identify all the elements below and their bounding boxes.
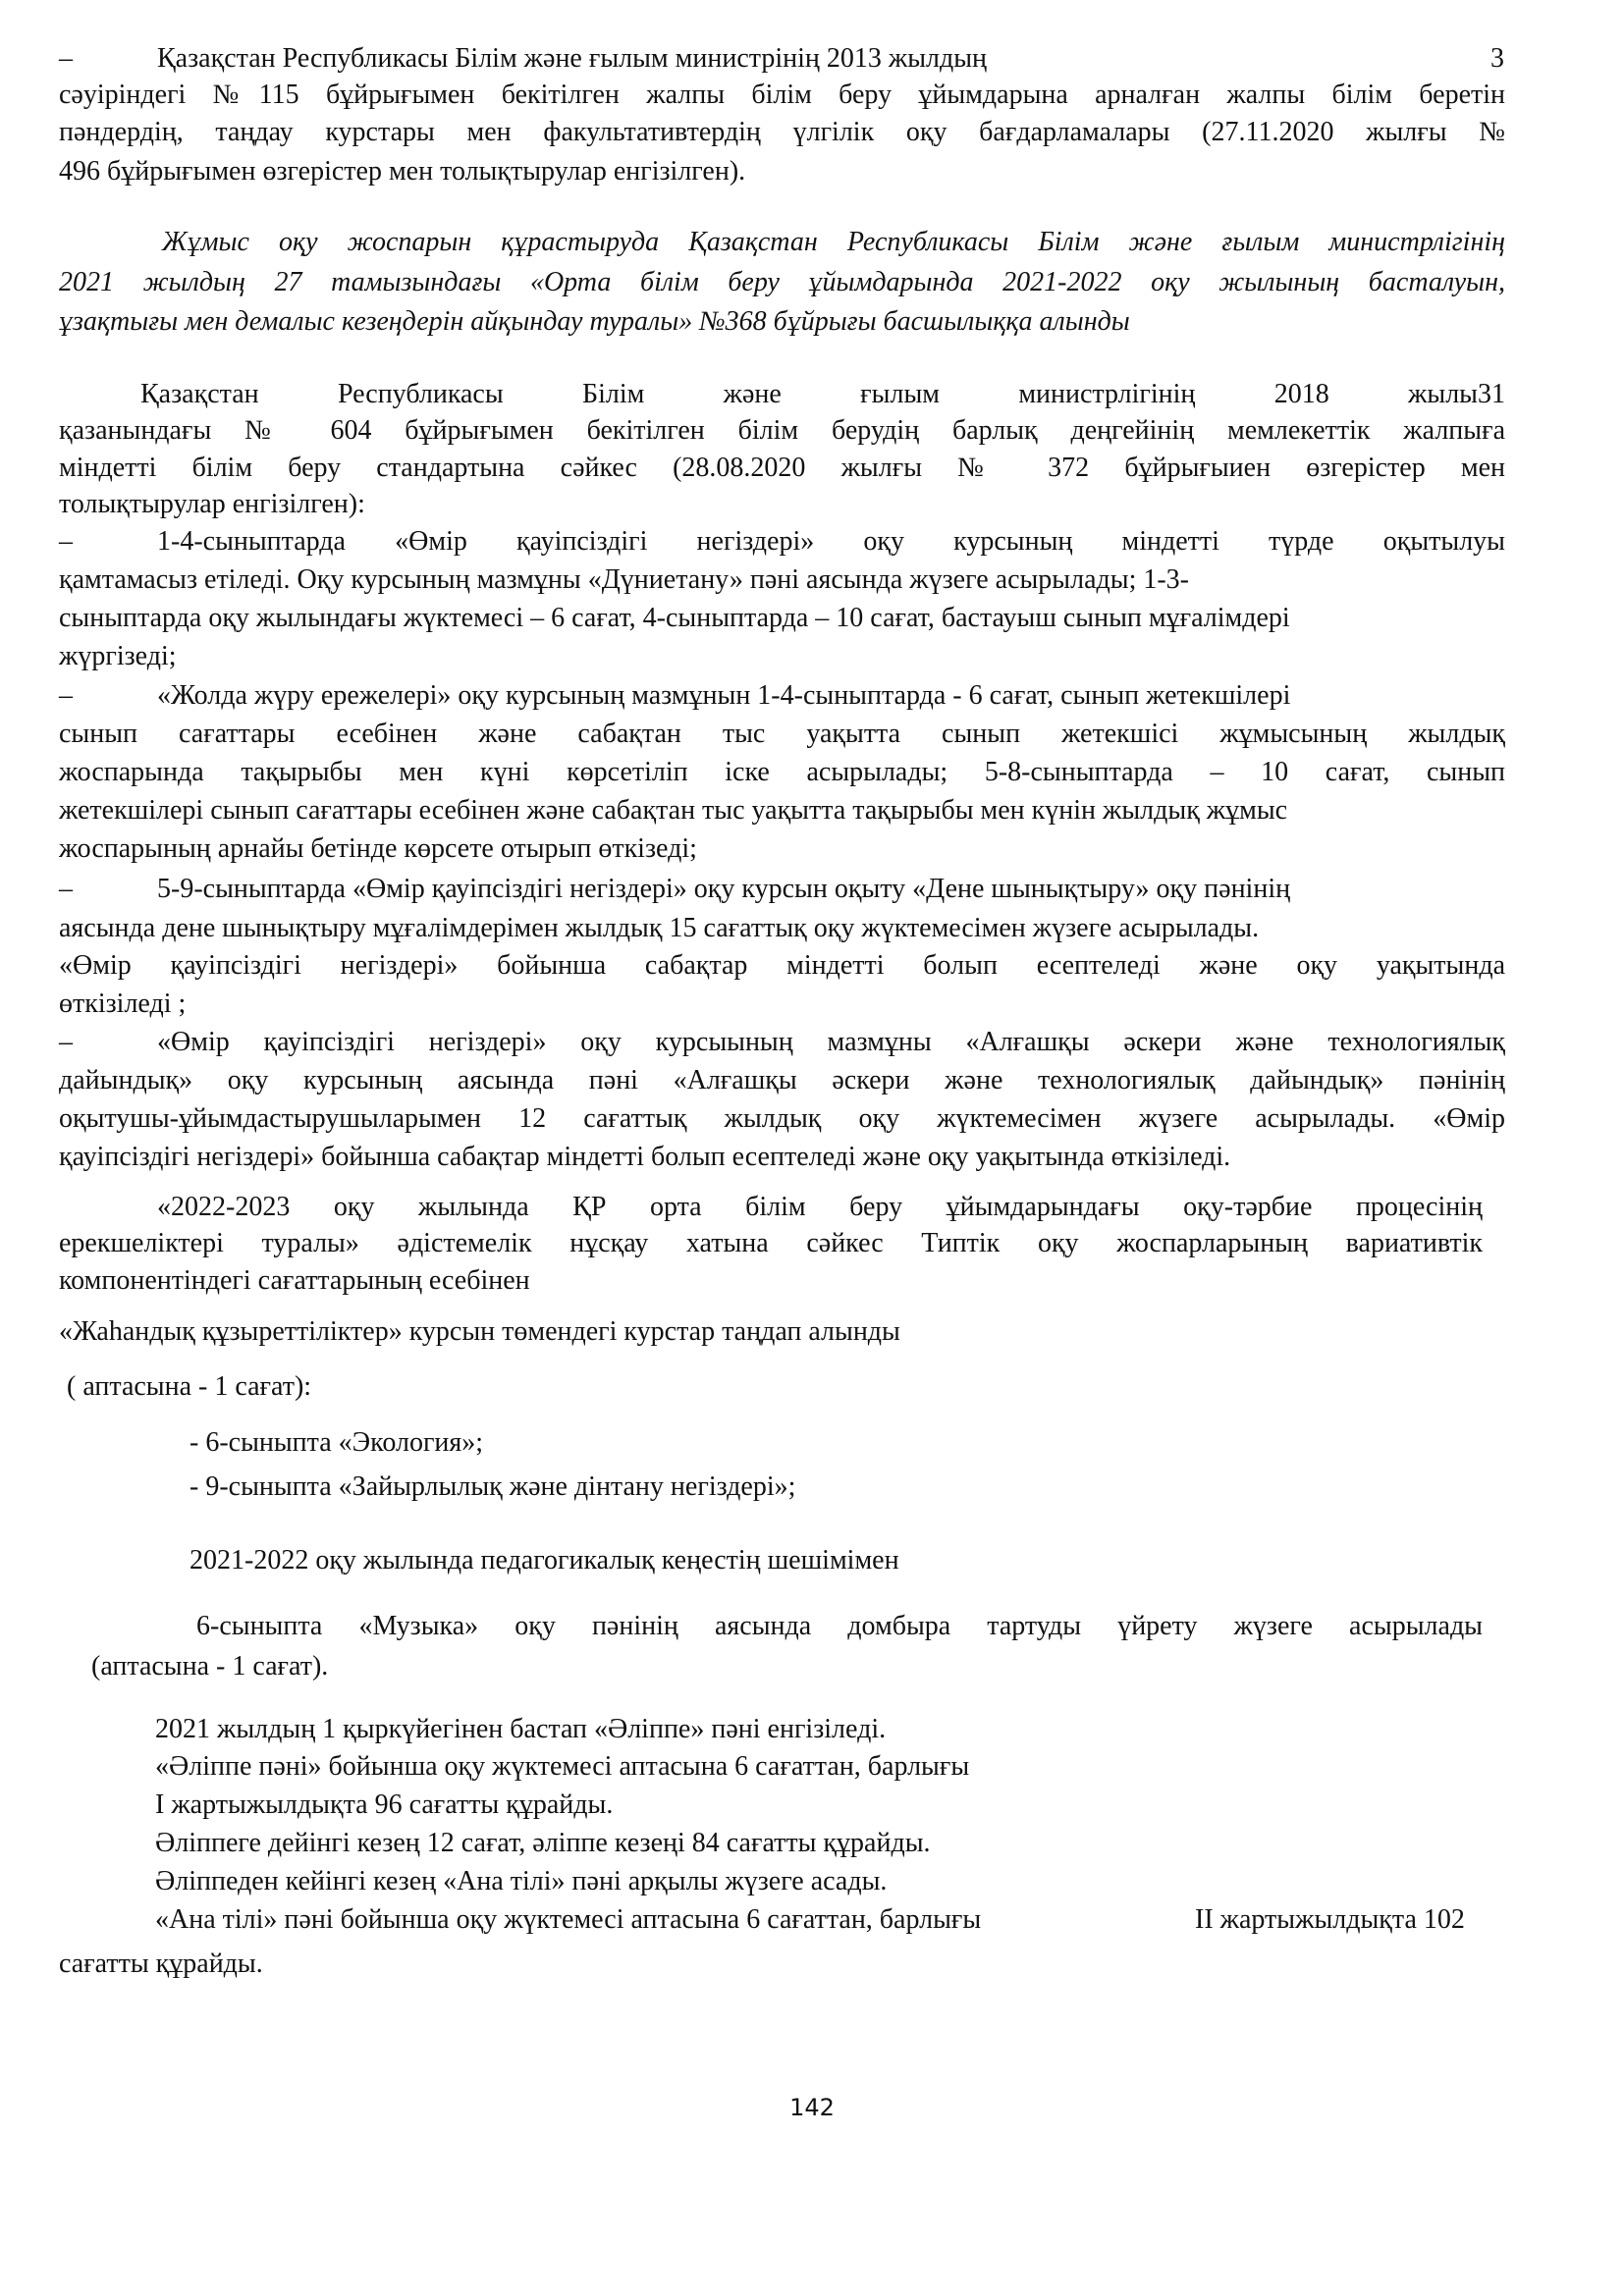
paragraph-line: 2021-2022 оқу жылында педагогикалық кеңестің шешімімен [189, 1545, 899, 1575]
paragraph-line: «Әліппе пәні» бойынша оқу жүктемесі аптасына 6 сағаттан, барлығы [155, 1751, 970, 1782]
paragraph-line: «Өмір қауіпсіздігі негіздері» оқу курсыының мазмұны «Алғашқы әскери және технологиялық [157, 1027, 1505, 1057]
italic-paragraph-line: 2021 жылдың 27 тамызындағы «Орта білім беру ұйымдарында 2021-2022 оқу жылының басталуын, [59, 267, 1505, 297]
paragraph-line: (аптасына - 1 сағат). [91, 1651, 329, 1682]
paragraph-line: сағатты құрайды. [59, 1949, 263, 1979]
footnote-marker: 3 [1490, 43, 1504, 74]
paragraph-line: жоспарының арнайы бетінде көрсете отырып өткізеді; [59, 833, 697, 864]
paragraph-line: «Жолда жүру ережелері» оқу курсының мазмұнын 1-4-сыныптарда - 6 сағат, сынып жетекшілері [157, 680, 1291, 711]
paragraph-line: қазанындағы № 604 бұйрығымен бекітілген білім берудің барлық деңгейінің мемлекеттік жалпыға [59, 415, 1505, 446]
italic-paragraph-line: Жұмыс оқу жоспарын құрастыруда Қазақстан Республикасы Білім және ғылым министрлігінің [162, 227, 1505, 257]
paragraph-line: сыныптарда оқу жылындағы жүктемесі – 6 сағат, 4-сыныптарда – 10 сағат, бастауыш сынып мұғалімдері [59, 603, 1290, 633]
paragraph-line: Қазақстан Республикасы Білім және ғылым министрінің 2013 жылдың [157, 43, 988, 74]
list-item-bullet [59, 41, 987, 77]
list-item-bullet [59, 872, 1290, 907]
paragraph-line: ( аптасына - 1 сағат): [67, 1371, 312, 1402]
paragraph-line: пәндердің, таңдау курстары мен факультативтердің үлгілік оқу бағдарламалары (27.11.2020 жылғы № [59, 117, 1505, 147]
paragraph-line: ерекшеліктері туралы» әдістемелік нұсқау хатына сәйкес Типтік оқу жоспарларының вариативтік [59, 1228, 1483, 1258]
paragraph-line: дайындық» оқу курсының аясында пәні «Алғашқы әскери және технологиялық дайындық» пәнінің [59, 1065, 1505, 1095]
list-item-bullet [59, 524, 1505, 560]
paragraph-line: 496 бұйрығымен өзгерістер мен толықтырулар енгізілген). [59, 156, 746, 187]
paragraph-line: Қазақстан Республикасы Білім және ғылым министрлігінің 2018 жылы31 [140, 379, 1505, 409]
paragraph-line: «Жаһандық құзыреттіліктер» курсын төмендегі курстар таңдап алынды [59, 1316, 900, 1347]
dash-bullet: – [59, 680, 73, 711]
dash-bullet: – [59, 526, 73, 557]
paragraph-line: жүргізеді; [59, 641, 177, 671]
paragraph-line: оқытушы-ұйымдастырушыларымен 12 сағаттық жылдық оқу жүктемесімен жүзеге асырылады. «Өмір [59, 1103, 1505, 1134]
paragraph-line: Әліппеге дейінгі кезең 12 сағат, әліппе кезеңі 84 сағатты құрайды. [155, 1828, 931, 1858]
paragraph-line: 6-сыныпта «Музыка» оқу пәнінің аясында домбыра тартуды үйрету жүзеге асырылады [196, 1611, 1483, 1641]
paragraph-line: жетекшілері сынып сағаттары есебінен және сабақтан тыс уақытта тақырыбы мен күнін жылдық жұмыс [59, 795, 1288, 826]
paragraph-line: 2021 жылдың 1 қыркүйегінен бастап «Әліппе» пәні енгізіледі. [155, 1714, 887, 1744]
italic-paragraph-line: ұзақтығы мен демалыс кезеңдерін айқындау туралы» №368 бұйрығы басшылыққа алынды [59, 306, 1130, 337]
paragraph-line: компонентіндегі сағаттарының есебінен [59, 1265, 530, 1296]
paragraph-line: «2022-2023 оқу жылында ҚР орта білім беру ұйымдарындағы оқу-тәрбие процесінің [157, 1192, 1483, 1222]
paragraph-line: 5-9-сыныптарда «Өмір қауіпсіздігі негіздері» оқу курсын оқыту «Дене шынықтыру» оқу пәнінің [157, 874, 1291, 904]
paragraph-line: II жартыжылдықта 102 [1195, 1904, 1465, 1935]
paragraph-line: Әліппеден кейінгі кезең «Ана тілі» пәні арқылы жүзеге асады. [155, 1866, 888, 1896]
paragraph-line: қамтамасыз етіледі. Оқу курсының мазмұны «Дүниетану» пәні аясында жүзеге асырылады; 1-3- [59, 564, 1190, 595]
page-number: 142 [789, 2094, 835, 2121]
paragraph-line: міндетті білім беру стандартына сәйкес (28.08.2020 жылғы № 372 бұйрығыиен өзгерістер мен [59, 453, 1505, 483]
list-item-bullet [59, 1025, 1505, 1060]
paragraph-line: қауіпсіздігі негіздері» бойынша сабақтар міндетті болып есептеледі және оқу уақытында өткізіледі. [59, 1142, 1231, 1172]
paragraph-line: сәуіріндегі №115 бұйрығымен бекітілген жалпы білім беру ұйымдарына арналған жалпы білім беретін [59, 80, 1505, 110]
dash-bullet: – [59, 43, 73, 74]
paragraph-line: «Ана тілі» пәні бойынша оқу жүктемесі аптасына 6 сағаттан, барлығы [155, 1904, 982, 1935]
paragraph-line: толықтырулар енгізілген): [59, 489, 365, 519]
paragraph-line: I жартыжылдықта 96 сағатты құрайды. [155, 1789, 614, 1820]
list-item: - 6-сыныпта «Экология»; [189, 1427, 484, 1458]
dash-bullet: – [59, 1027, 73, 1057]
paragraph-line: жоспарында тақырыбы мен күні көрсетіліп іске асырылады; 5-8-сыныптарда – 10 сағат, сынып [59, 757, 1505, 787]
list-item: - 9-сыныпта «Зайырлылық және дінтану негіздері»; [189, 1471, 796, 1502]
paragraph-line: өткізіледі ; [59, 988, 187, 1019]
paragraph-line: аясында дене шынықтыру мұғалімдерімен жылдық 15 сағаттық оқу жүктемесімен жүзеге асырылады. [59, 913, 1260, 943]
paragraph-line: сынып сағаттары есебінен және сабақтан тыс уақытта сынып жетекшісі жұмысының жылдық [59, 719, 1505, 749]
paragraph-line: «Өмір қауіпсіздігі негіздері» бойынша сабақтар міндетті болып есептеледі және оқу уақытында [59, 950, 1505, 981]
list-item-bullet [59, 678, 1290, 714]
dash-bullet: – [59, 874, 73, 904]
paragraph-line: 1-4-сыныптарда «Өмір қауіпсіздігі негіздері» оқу курсының міндетті түрде оқытылуы [157, 526, 1505, 557]
